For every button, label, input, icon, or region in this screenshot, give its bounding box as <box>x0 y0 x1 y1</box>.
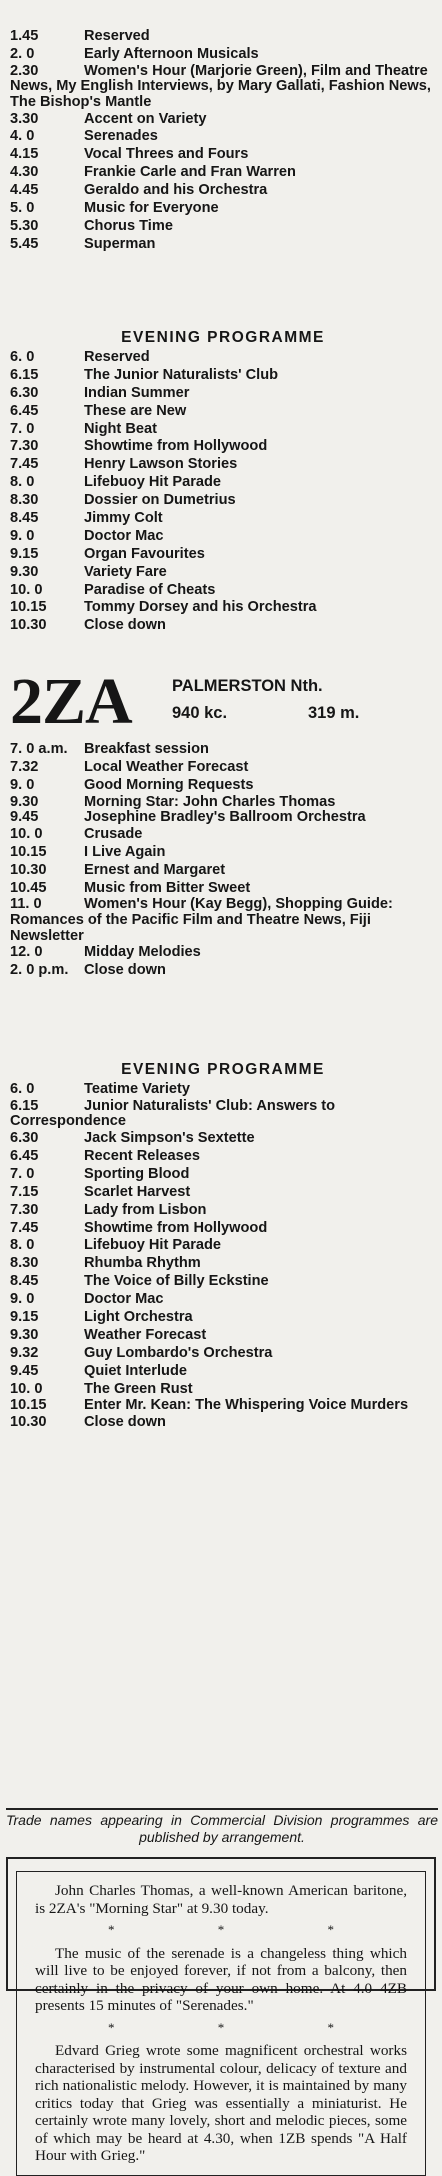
programme-row <box>10 1309 436 1327</box>
programme-title: Showtime from Hollywood <box>84 438 268 455</box>
programme-title: Variety Fare <box>84 563 167 580</box>
programme-title: Vocal Threes and Fours <box>84 146 249 163</box>
programme-title: Lifebuoy Hit Parade <box>84 1237 222 1254</box>
programme-title: Superman <box>84 235 156 252</box>
programme-row <box>10 546 436 564</box>
programme-title: Women's Hour (Kay Begg), Shopping Guide: Romances of the Pacific Film and Theatre News, Fiji Newsletter <box>10 896 393 944</box>
programme-time: 10.30 <box>10 861 47 878</box>
programme-time: 7. 0 a.m. <box>10 741 68 757</box>
programme-time: 2. 0 <box>10 45 35 62</box>
programme-time: 8. 0 <box>10 1237 35 1254</box>
programme-row <box>10 1414 436 1432</box>
programme-time: 9.45 <box>10 809 39 826</box>
programme-title: Rhumba Rhythm <box>84 1255 201 1272</box>
programme-time: 9.45 <box>10 1362 39 1379</box>
programme-row <box>10 759 436 777</box>
programme-row <box>10 421 436 439</box>
programme-time: 8. 0 <box>10 474 35 491</box>
programme-time: 5.45 <box>10 235 39 252</box>
programme-row <box>10 617 436 635</box>
programme-title: The Junior Naturalists' Club <box>84 366 279 383</box>
programme-row <box>10 564 436 582</box>
programme-time: 7.45 <box>10 456 39 473</box>
programme-time: 10.30 <box>10 1414 47 1431</box>
programme-row <box>10 111 436 129</box>
programme-time: 7.30 <box>10 1201 39 1218</box>
programme-row <box>10 164 436 182</box>
programme-row <box>10 1148 436 1166</box>
programme-time: 4. 0 <box>10 128 35 145</box>
programme-time: 6.45 <box>10 402 39 419</box>
programme-title: Lady from Lisbon <box>84 1201 207 1218</box>
programme-time: 4.15 <box>10 146 39 163</box>
programme-row <box>10 880 436 898</box>
programme-time: 6.30 <box>10 384 39 401</box>
station-name: PALMERSTON Nth. <box>172 677 323 695</box>
programme-time: 9.30 <box>10 563 39 580</box>
programme-row <box>10 46 436 64</box>
programme-time: 7. 0 <box>10 1165 35 1182</box>
programme-row <box>10 1220 436 1238</box>
programme-row <box>10 962 436 980</box>
programme-row <box>10 944 436 962</box>
station-frequency: 940 kc. <box>172 704 228 722</box>
programme-title: Quiet Interlude <box>84 1362 187 1379</box>
programme-row <box>10 1166 436 1184</box>
programme-time: 6. 0 <box>10 1081 35 1097</box>
programme-title: Close down <box>84 1414 166 1431</box>
programme-row <box>10 367 436 385</box>
programme-time: 8.30 <box>10 492 39 509</box>
programme-title: Paradise of Cheats <box>84 581 216 598</box>
programme-title: Good Morning Requests <box>84 776 254 793</box>
divider <box>6 1808 438 1810</box>
programme-row <box>10 1237 436 1255</box>
notes-box <box>6 1857 436 2164</box>
programme-time: 9.15 <box>10 545 39 562</box>
programme-title: Early Afternoon Musicals <box>84 45 259 62</box>
programme-time: 5.30 <box>10 217 39 234</box>
programme-time: 9. 0 <box>10 1291 35 1308</box>
programme-time: 10.15 <box>10 843 47 860</box>
programme-row <box>10 599 436 617</box>
programme-row <box>10 218 436 236</box>
programme-time: 10.45 <box>10 879 47 896</box>
programme-row <box>10 1398 436 1414</box>
programme-row <box>10 582 436 600</box>
note-paragraph: John Charles Thomas, a well-known American baritone, is 2ZA's "Morning Star" at 9.30 today. <box>35 1882 407 1917</box>
programme-title: Chorus Time <box>84 217 173 234</box>
programme-time: 7.32 <box>10 758 39 775</box>
programme-row <box>10 826 436 844</box>
programme-row <box>10 64 436 111</box>
programme-row <box>10 510 436 528</box>
programme-title: Reserved <box>84 28 150 44</box>
programme-title: Serenades <box>84 128 158 145</box>
programme-title: Reserved <box>84 349 150 365</box>
programme-title: The Green Rust <box>84 1380 193 1397</box>
programme-title: Indian Summer <box>84 384 190 401</box>
programme-row <box>10 862 436 880</box>
programme-row <box>10 182 436 200</box>
programme-row <box>10 385 436 403</box>
star-separator: * * * <box>108 2019 384 2035</box>
programme-row <box>10 897 436 944</box>
programme-row <box>10 128 436 146</box>
programme-time: 10.15 <box>10 1397 47 1414</box>
programme-time: 10.15 <box>10 599 47 616</box>
programme-row <box>10 1363 436 1381</box>
programme-title: Tommy Dorsey and his Orchestra <box>84 599 317 616</box>
programme-title: Jimmy Colt <box>84 510 163 527</box>
programme-row <box>10 1381 436 1399</box>
schedule-evening-1 <box>10 349 436 635</box>
schedule-afternoon <box>10 28 436 254</box>
programme-time: 4.30 <box>10 164 39 181</box>
star-separator: * * * <box>108 1922 384 1937</box>
station-wavelength: 319 m. <box>308 704 360 722</box>
programme-time: 4.45 <box>10 182 39 199</box>
programme-row <box>10 1273 436 1291</box>
programme-time: 6.15 <box>10 366 39 383</box>
section-heading: EVENING PROGRAMME <box>121 1061 325 1078</box>
programme-title: Organ Favourites <box>84 545 205 562</box>
programme-title: Recent Releases <box>84 1147 201 1164</box>
programme-title: Weather Forecast <box>84 1326 207 1343</box>
programme-title: Local Weather Forecast <box>84 758 249 775</box>
trade-notice: Trade names appearing in Commercial Division programmes are published by arrangement. <box>6 1812 438 1845</box>
programme-title: Teatime Variety <box>84 1081 190 1097</box>
section-heading: EVENING PROGRAMME <box>121 329 325 346</box>
note-paragraph: Edvard Grieg wrote some magnificent orchestral works characterised by instrumental colour, delicacy of texture and rich nationalistic melody. However, it is maintained by many critics today that Grieg was essentially a miniaturist. He certainly wrote many lovely, short and melodic pieces, some of which may be heard at 4.30, when 1ZB spends "A Half Hour with Grieg." <box>35 2042 407 2164</box>
programme-time: 10.30 <box>10 617 47 634</box>
evening-heading-2 <box>10 1055 436 1081</box>
programme-title: Close down <box>84 962 166 979</box>
programme-time: 8.45 <box>10 510 39 527</box>
programme-title: Guy Lombardo's Orchestra <box>84 1344 273 1361</box>
programme-title: Henry Lawson Stories <box>84 456 238 473</box>
programme-time: 8.30 <box>10 1255 39 1272</box>
programme-time: 5. 0 <box>10 200 35 217</box>
programme-row <box>10 474 436 492</box>
programme-title: Music from Bitter Sweet <box>84 879 251 896</box>
programme-title: Dossier on Dumetrius <box>84 492 236 509</box>
programme-row <box>10 349 436 367</box>
programme-row <box>10 1327 436 1345</box>
programme-row <box>10 777 436 795</box>
programme-title: Sporting Blood <box>84 1165 190 1182</box>
programme-time: 9.15 <box>10 1308 39 1325</box>
programme-title: Junior Naturalists' Club: Answers to Correspondence <box>10 1097 336 1130</box>
programme-time: 6.45 <box>10 1147 39 1164</box>
programme-title: Night Beat <box>84 420 157 437</box>
programme-title: Scarlet Harvest <box>84 1183 191 1200</box>
programme-title: Breakfast session <box>84 741 209 757</box>
programme-row <box>10 28 436 46</box>
programme-time: 9. 0 <box>10 776 35 793</box>
programme-time: 9.32 <box>10 1344 39 1361</box>
programme-row <box>10 1099 436 1130</box>
programme-title: Enter Mr. Kean: The Whispering Voice Murders <box>84 1397 409 1414</box>
programme-time: 9.30 <box>10 793 39 810</box>
programme-title: Showtime from Hollywood <box>84 1219 268 1236</box>
programme-title: Women's Hour (Marjorie Green), Film and Theatre News, My English Interviews, by Mary Gallati, Fashion News, The Bishop's Mantle <box>10 62 431 110</box>
programme-row <box>10 1081 436 1099</box>
programme-time: 7. 0 <box>10 420 35 437</box>
programme-title: Music for Everyone <box>84 200 219 217</box>
note-paragraph: The music of the serenade is a changeless thing which will live to be enjoyed forever, if not from a balcony, then certainly in the privacy of your own home. At 4.0 4ZB presents 15 minutes of "Serenades." <box>35 1944 407 2014</box>
programme-row <box>10 403 436 421</box>
programme-title: The Voice of Billy Eckstine <box>84 1273 269 1290</box>
evening-heading-1 <box>10 323 436 349</box>
schedule-evening-2 <box>10 1081 436 1432</box>
programme-row <box>10 146 436 164</box>
programme-title: I Live Again <box>84 843 166 860</box>
programme-title: Josephine Bradley's Ballroom Orchestra <box>84 809 366 826</box>
programme-time: 10. 0 <box>10 581 43 598</box>
programme-title: Morning Star: John Charles Thomas <box>84 793 336 810</box>
programme-row <box>10 1184 436 1202</box>
programme-row <box>10 1130 436 1148</box>
programme-row <box>10 200 436 218</box>
programme-title: Light Orchestra <box>84 1308 193 1325</box>
programme-time: 10. 0 <box>10 1380 43 1397</box>
programme-row <box>10 810 436 826</box>
programme-time: 11. 0 <box>10 896 42 913</box>
station-header <box>10 665 436 741</box>
programme-row <box>10 844 436 862</box>
programme-title: Crusade <box>84 825 143 842</box>
programme-title: Accent on Variety <box>84 110 207 127</box>
programme-title: Ernest and Margaret <box>84 861 226 878</box>
programme-row <box>10 236 436 254</box>
programme-row <box>10 741 436 759</box>
programme-time: 3.30 <box>10 110 39 127</box>
programme-title: Jack Simpson's Sextette <box>84 1130 255 1147</box>
schedule-2za-day <box>10 741 436 980</box>
programme-row <box>10 1255 436 1273</box>
programme-time: 6.30 <box>10 1130 39 1147</box>
programme-row <box>10 1345 436 1363</box>
programme-row <box>10 456 436 474</box>
programme-time: 6.15 <box>10 1097 39 1114</box>
programme-time: 1.45 <box>10 28 39 44</box>
programme-time: 7.30 <box>10 438 39 455</box>
station-info <box>172 665 359 727</box>
programme-time: 2.30 <box>10 62 39 79</box>
programme-row <box>10 795 436 811</box>
programme-time: 8.45 <box>10 1273 39 1290</box>
programme-title: Lifebuoy Hit Parade <box>84 474 222 491</box>
programme-title: Doctor Mac <box>84 527 164 544</box>
programme-title: Midday Melodies <box>84 944 201 961</box>
programme-title: Geraldo and his Orchestra <box>84 182 268 199</box>
programme-row <box>10 492 436 510</box>
programme-title: Doctor Mac <box>84 1291 164 1308</box>
programme-row <box>10 1291 436 1309</box>
programme-time: 7.45 <box>10 1219 39 1236</box>
programme-time: 9. 0 <box>10 527 35 544</box>
programme-title: Close down <box>84 617 166 634</box>
programme-time: 6. 0 <box>10 349 35 365</box>
programme-time: 12. 0 <box>10 944 43 961</box>
programme-row <box>10 1202 436 1220</box>
programme-title: Frankie Carle and Fran Warren <box>84 164 296 181</box>
programme-row <box>10 438 436 456</box>
programme-row <box>10 528 436 546</box>
programme-time: 2. 0 p.m. <box>10 962 69 979</box>
programme-time: 10. 0 <box>10 825 43 842</box>
programme-title: These are New <box>84 402 187 419</box>
programme-time: 7.15 <box>10 1183 39 1200</box>
programme-time: 9.30 <box>10 1326 39 1343</box>
notes-panel <box>16 1871 426 2176</box>
station-call-sign: 2ZA <box>10 665 132 738</box>
